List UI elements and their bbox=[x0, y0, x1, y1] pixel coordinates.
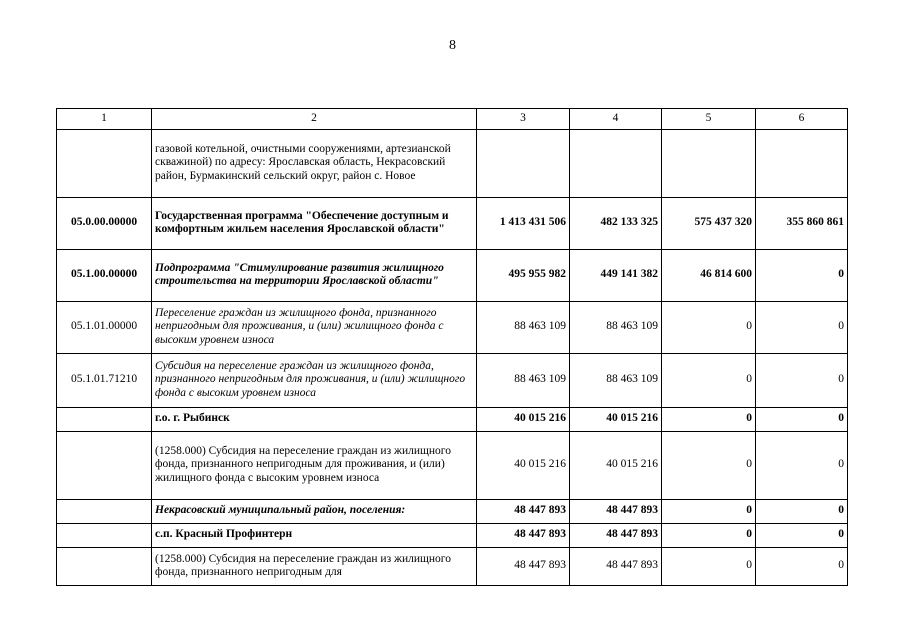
row-value-col6: 0 bbox=[756, 431, 848, 499]
row-name: г.о. г. Рыбинск bbox=[152, 407, 477, 431]
row-value-col4: 40 015 216 bbox=[570, 431, 662, 499]
header-col-2: 2 bbox=[152, 109, 477, 130]
row-code bbox=[57, 547, 152, 585]
page-number: 8 bbox=[449, 38, 456, 53]
row-name: Некрасовский муниципальный район, поселения: bbox=[152, 499, 477, 523]
row-value-col3: 495 955 982 bbox=[477, 249, 570, 301]
row-value-col3: 88 463 109 bbox=[477, 353, 570, 407]
row-value-col4: 88 463 109 bbox=[570, 353, 662, 407]
row-code bbox=[57, 431, 152, 499]
row-value-col6: 0 bbox=[756, 407, 848, 431]
row-code bbox=[57, 499, 152, 523]
table-row bbox=[57, 301, 848, 353]
row-value-col3: 48 447 893 bbox=[477, 547, 570, 585]
table-row bbox=[57, 197, 848, 249]
row-value-col4: 48 447 893 bbox=[570, 547, 662, 585]
row-code: 05.1.00.00000 bbox=[57, 249, 152, 301]
header-col-1: 1 bbox=[57, 109, 152, 130]
row-value-col6: 0 bbox=[756, 301, 848, 353]
header-col-6: 6 bbox=[756, 109, 848, 130]
row-value-col4: 449 141 382 bbox=[570, 249, 662, 301]
table-row bbox=[57, 249, 848, 301]
table-row bbox=[57, 353, 848, 407]
header-col-5: 5 bbox=[662, 109, 756, 130]
row-value-col5 bbox=[662, 129, 756, 197]
row-value-col5: 0 bbox=[662, 499, 756, 523]
row-value-col3: 40 015 216 bbox=[477, 407, 570, 431]
row-value-col6: 0 bbox=[756, 249, 848, 301]
row-value-col3: 48 447 893 bbox=[477, 523, 570, 547]
row-name: Подпрограмма "Стимулирование развития жилищного строительства на территории Ярославской области" bbox=[152, 249, 477, 301]
table-row bbox=[57, 129, 848, 197]
header-col-3: 3 bbox=[477, 109, 570, 130]
row-name: Субсидия на переселение граждан из жилищного фонда, признанного непригодным для проживания, и (или) жилищного фонда с высоким уровнем износа bbox=[152, 353, 477, 407]
row-value-col6: 355 860 861 bbox=[756, 197, 848, 249]
row-value-col5: 0 bbox=[662, 301, 756, 353]
row-value-col3: 1 413 431 506 bbox=[477, 197, 570, 249]
row-name: (1258.000) Субсидия на переселение граждан из жилищного фонда, признанного непригодным для bbox=[152, 547, 477, 585]
table-row bbox=[57, 499, 848, 523]
row-value-col6: 0 bbox=[756, 353, 848, 407]
row-value-col4: 48 447 893 bbox=[570, 499, 662, 523]
row-value-col4: 48 447 893 bbox=[570, 523, 662, 547]
row-name: (1258.000) Субсидия на переселение граждан из жилищного фонда, признанного непригодным для проживания, и (или) жилищного фонда с высоким уровнем износа bbox=[152, 431, 477, 499]
row-value-col6: 0 bbox=[756, 547, 848, 585]
table-row bbox=[57, 523, 848, 547]
row-value-col5: 0 bbox=[662, 431, 756, 499]
row-value-col6: 0 bbox=[756, 499, 848, 523]
table-header-row bbox=[57, 109, 848, 130]
row-value-col5: 0 bbox=[662, 523, 756, 547]
row-name: газовой котельной, очистными сооружениями, артезианской скважиной) по адресу: Ярославская область, Некрасовский район, Бурмакинский сельский округ, район с. Новое bbox=[152, 129, 477, 197]
table-row bbox=[57, 431, 848, 499]
row-code: 05.1.01.71210 bbox=[57, 353, 152, 407]
row-value-col3: 40 015 216 bbox=[477, 431, 570, 499]
row-code bbox=[57, 407, 152, 431]
row-value-col5: 46 814 600 bbox=[662, 249, 756, 301]
header-col-4: 4 bbox=[570, 109, 662, 130]
row-value-col3 bbox=[477, 129, 570, 197]
row-value-col4: 40 015 216 bbox=[570, 407, 662, 431]
table-row bbox=[57, 407, 848, 431]
row-value-col3: 88 463 109 bbox=[477, 301, 570, 353]
row-value-col5: 0 bbox=[662, 407, 756, 431]
row-value-col4: 88 463 109 bbox=[570, 301, 662, 353]
row-value-col5: 0 bbox=[662, 547, 756, 585]
budget-table bbox=[56, 108, 848, 586]
row-value-col6 bbox=[756, 129, 848, 197]
row-value-col6: 0 bbox=[756, 523, 848, 547]
row-name: с.п. Красный Профинтерн bbox=[152, 523, 477, 547]
row-value-col4 bbox=[570, 129, 662, 197]
row-code: 05.1.01.00000 bbox=[57, 301, 152, 353]
table-row bbox=[57, 547, 848, 585]
row-name: Государственная программа "Обеспечение доступным и комфортным жильем населения Ярославской области" bbox=[152, 197, 477, 249]
row-value-col5: 575 437 320 bbox=[662, 197, 756, 249]
row-value-col3: 48 447 893 bbox=[477, 499, 570, 523]
row-value-col4: 482 133 325 bbox=[570, 197, 662, 249]
row-name: Переселение граждан из жилищного фонда, признанного непригодным для проживания, и (или) жилищного фонда с высоким уровнем износа bbox=[152, 301, 477, 353]
row-code bbox=[57, 129, 152, 197]
row-code: 05.0.00.00000 bbox=[57, 197, 152, 249]
row-value-col5: 0 bbox=[662, 353, 756, 407]
row-code bbox=[57, 523, 152, 547]
